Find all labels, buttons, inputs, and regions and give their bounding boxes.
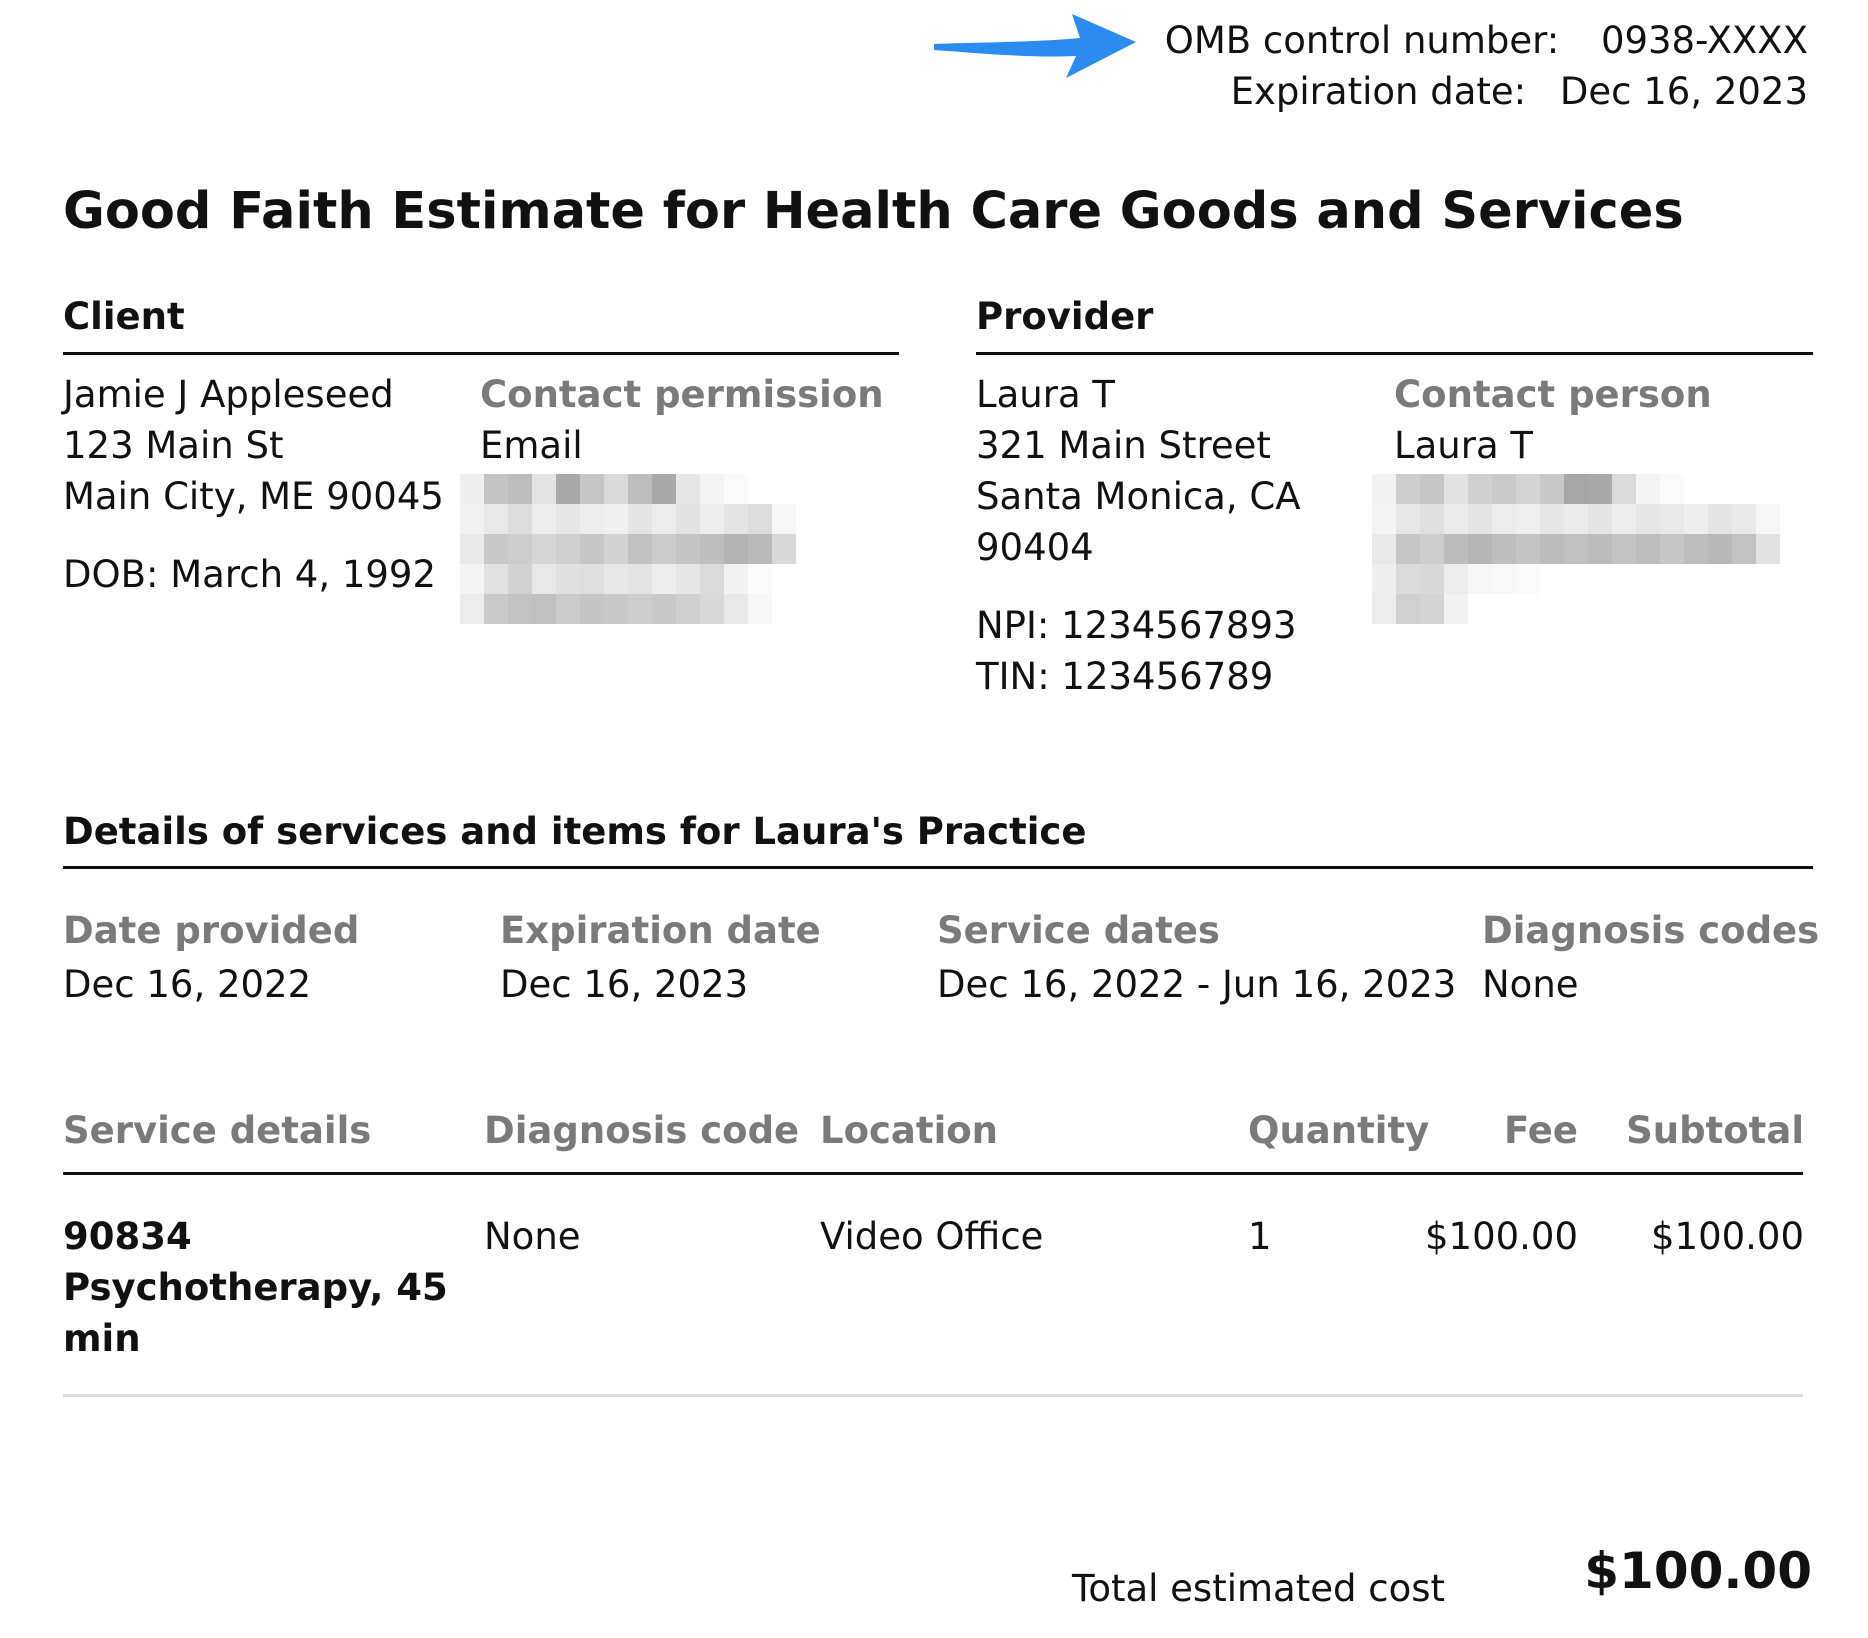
expiration-date-label: Expiration date (500, 909, 821, 952)
contact-permission-value: Email (480, 424, 583, 467)
service-dates-value: Dec 16, 2022 - Jun 16, 2023 (937, 963, 1457, 1006)
client-dob: DOB: March 4, 1992 (63, 553, 436, 596)
omb-control-row (1164, 19, 1808, 62)
table-header-divider (63, 1172, 1803, 1175)
col-header-location: Location (820, 1109, 999, 1152)
details-divider (63, 866, 1813, 869)
date-provided-label: Date provided (63, 909, 360, 952)
form-expiration-label: Expiration date: (1230, 70, 1527, 113)
diagnosis-codes-value: None (1482, 963, 1579, 1006)
col-header-service-details: Service details (63, 1109, 372, 1152)
service-name-line1: Psychotherapy, 45 (63, 1266, 448, 1309)
client-heading: Client (63, 295, 185, 338)
form-expiration-row (1230, 70, 1808, 113)
service-dates-label: Service dates (937, 909, 1220, 952)
table-row-divider (63, 1394, 1803, 1397)
omb-control-label: OMB control number: (1164, 19, 1560, 62)
row-location: Video Office (820, 1215, 1044, 1258)
client-redacted-contact (460, 474, 796, 624)
row-diagnosis-code: None (484, 1215, 581, 1258)
service-code: 90834 (63, 1215, 192, 1258)
client-divider (63, 352, 899, 355)
provider-redacted-contact (1372, 474, 1780, 624)
provider-address-line3: 90404 (976, 526, 1094, 569)
expiration-date-value: Dec 16, 2023 (500, 963, 749, 1006)
row-subtotal: $100.00 (1650, 1215, 1804, 1258)
col-header-diagnosis-code: Diagnosis code (484, 1109, 800, 1152)
date-provided-value: Dec 16, 2022 (63, 963, 312, 1006)
omb-control-value: 0938-XXXX (1600, 19, 1808, 62)
client-address-line2: Main City, ME 90045 (63, 475, 444, 518)
provider-address-line2: Santa Monica, CA (976, 475, 1301, 518)
client-name: Jamie J Appleseed (63, 373, 394, 416)
provider-address-line1: 321 Main Street (976, 424, 1271, 467)
total-value: $100.00 (1584, 1542, 1812, 1600)
row-fee: $100.00 (1424, 1215, 1578, 1258)
page-title: Good Faith Estimate for Health Care Goods and Services (63, 182, 1684, 241)
total-label: Total estimated cost (1072, 1567, 1445, 1610)
service-name-line2: min (63, 1317, 141, 1360)
diagnosis-codes-label: Diagnosis codes (1482, 909, 1820, 952)
provider-heading: Provider (976, 295, 1154, 338)
details-heading: Details of services and items for Laura's Practice (63, 810, 1087, 853)
contact-permission-label: Contact permission (480, 373, 884, 416)
provider-divider (976, 352, 1813, 355)
col-header-quantity: Quantity (1248, 1109, 1430, 1152)
provider-npi: NPI: 1234567893 (976, 604, 1297, 647)
provider-tin: TIN: 123456789 (976, 655, 1274, 698)
arrow-icon (930, 2, 1140, 82)
contact-person-value: Laura T (1394, 424, 1533, 467)
col-header-subtotal: Subtotal (1626, 1109, 1804, 1152)
contact-person-label: Contact person (1394, 373, 1712, 416)
client-address-line1: 123 Main St (63, 424, 284, 467)
row-quantity: 1 (1248, 1215, 1272, 1258)
col-header-fee: Fee (1504, 1109, 1578, 1152)
form-expiration-value: Dec 16, 2023 (1559, 70, 1808, 113)
provider-name: Laura T (976, 373, 1115, 416)
